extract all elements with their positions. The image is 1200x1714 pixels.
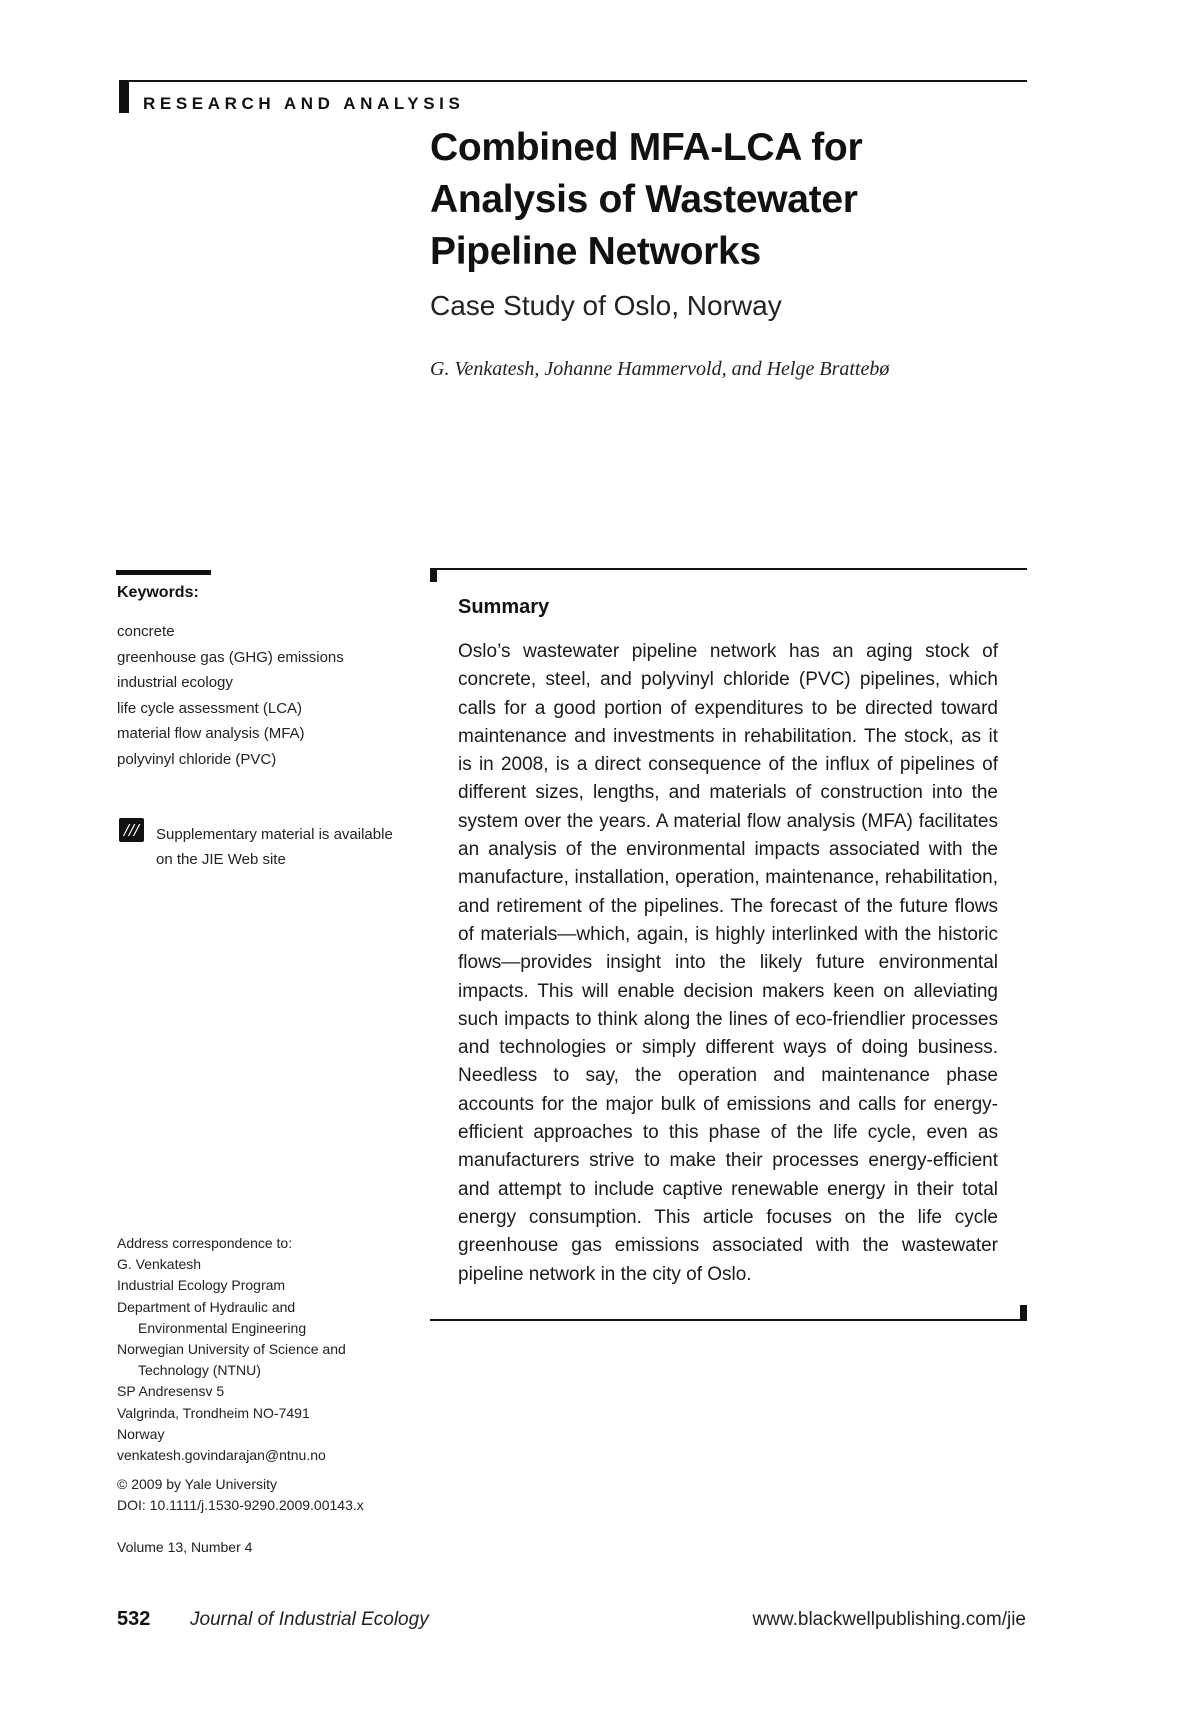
summary-heading: Summary	[458, 596, 550, 618]
address-line: Norway	[117, 1425, 165, 1442]
article-title-line: Analysis of Wastewater	[430, 178, 858, 221]
article-title	[430, 122, 1030, 278]
keywords-heading: Keywords:	[117, 584, 199, 601]
address-line: SP Andresensv 5	[117, 1383, 225, 1400]
keyword-item: polyvinyl chloride (PVC)	[117, 750, 277, 768]
keywords-rule	[116, 570, 211, 575]
summary-bottom-rule	[430, 1319, 1027, 1321]
journal-name: Journal of Industrial Ecology	[190, 1609, 429, 1630]
address-line: Address correspondence to:	[117, 1235, 293, 1251]
correspondence-address	[117, 1233, 427, 1466]
summary-top-rule	[430, 568, 1027, 570]
copyright-block	[117, 1474, 364, 1515]
supplementary-note-line: Supplementary material is available	[156, 826, 393, 843]
address-line: Industrial Ecology Program	[117, 1277, 286, 1294]
keyword-item: material flow analysis (MFA)	[117, 725, 305, 742]
keyword-item: industrial ecology	[117, 674, 233, 691]
address-line: Norwegian University of Science and	[117, 1341, 346, 1358]
keyword-item: concrete	[117, 623, 175, 640]
article-title-line: Combined MFA-LCA for	[430, 126, 863, 169]
keyword-item: greenhouse gas (GHG) emissions	[117, 648, 344, 666]
article-title-line: Pipeline Networks	[430, 230, 761, 273]
publisher-website: www.blackwellpublishing.com/jie	[752, 1609, 1026, 1630]
supplementary-note-line: on the JIE Web site	[156, 851, 286, 868]
address-line: Technology (NTNU)	[138, 1362, 261, 1379]
address-line: G. Venkatesh	[117, 1256, 202, 1273]
section-label: RESEARCH AND ANALYSIS	[143, 94, 465, 113]
summary-text: Oslo’s wastewater pipeline network has an aging stock of concrete, steel, and polyvinyl chloride (PVC) pipelines, which calls for a good portion of expenditures to be directed toward maintenance and investments in rehabilitation. The stock, as it is in 2008, is a direct consequence of the influx of pipelines of different sizes, lengths, and materials of construction into the system over the years. A material flow analysis (MFA) facilitates an analysis of the environmental impacts associated with the manufacture, installation, operation, maintenance, rehabilitation, and retirement of the pipelines. The forecast of the future flows of materials—which, again, is highly interlinked with the historic flows—provides insight into the likely future environmental impacts. This will enable decision makers keen on alleviating such impacts to think along the lines of eco-friendlier processes and technologies or simply different ways of doing business. Needless to say, the operation and maintenance phase accounts for the major bulk of emissions and calls for energy-efficient approaches to this phase of the life cycle, even as manufacturers strive to make their processes energy-efficient and attempt to include captive renewable energy in their total energy consumption. This article focuses on the life cycle greenhouse gas emissions associated with the wastewater pipeline network in the city of Oslo.	[458, 641, 998, 1285]
keyword-item: life cycle assessment (LCA)	[117, 699, 303, 717]
article-subtitle: Case Study of Oslo, Norway	[430, 290, 782, 321]
article-authors: G. Venkatesh, Johanne Hammervold, and Helge Brattebø	[430, 358, 890, 380]
address-line: Valgrinda, Trondheim NO-7491	[117, 1404, 310, 1421]
section-marker-bar	[119, 80, 129, 113]
supplementary-note	[156, 822, 426, 872]
summary-top-tick	[430, 568, 437, 582]
keywords-list	[117, 619, 417, 772]
copyright-line: © 2009 by Yale University	[117, 1476, 277, 1492]
address-line: Environmental Engineering	[138, 1319, 307, 1336]
summary-bottom-tick	[1020, 1305, 1027, 1321]
volume-info: Volume 13, Number 4	[117, 1539, 253, 1555]
email-address: venkatesh.govindarajan@ntnu.no	[117, 1447, 326, 1464]
supplementary-material-icon: ///	[119, 818, 144, 842]
header-top-rule	[119, 80, 1027, 82]
address-line: Department of Hydraulic and	[117, 1298, 296, 1315]
page-number: 532	[117, 1608, 151, 1630]
doi-line: DOI: 10.1111/j.1530-9290.2009.00143.x	[117, 1496, 364, 1513]
